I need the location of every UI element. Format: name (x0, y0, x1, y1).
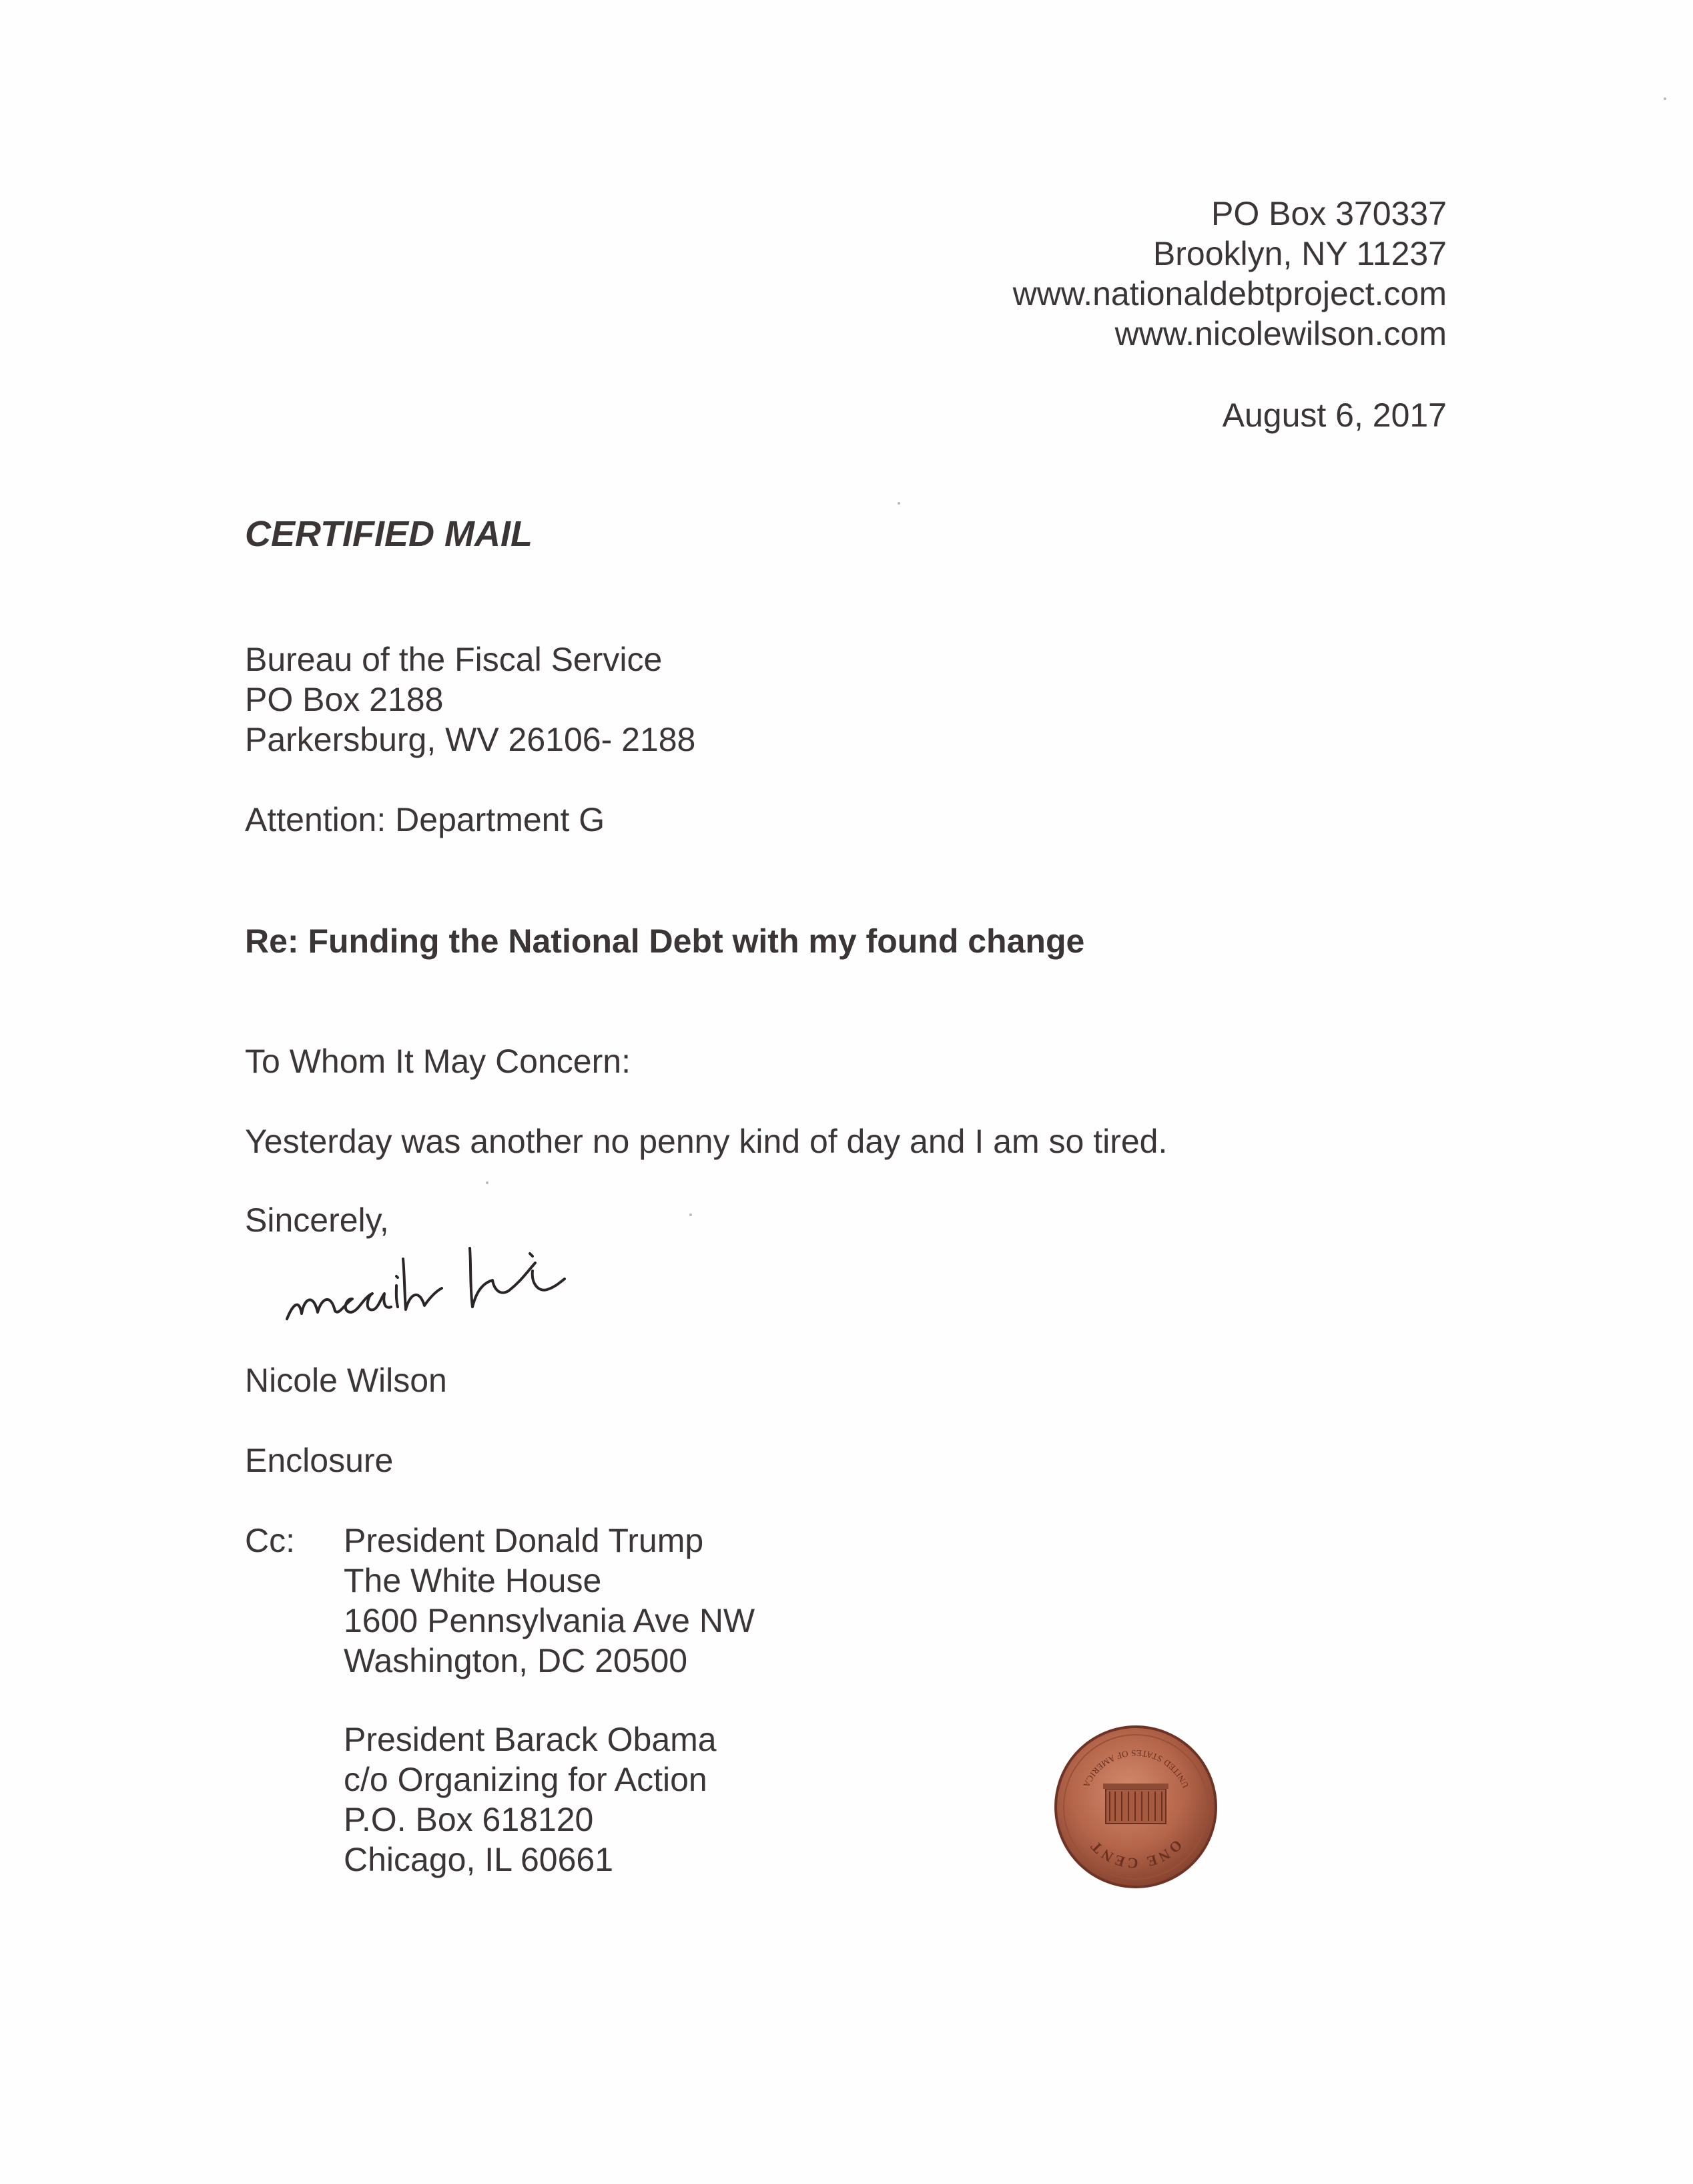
signer-name: Nicole Wilson (245, 1362, 447, 1399)
paper-speck (689, 1213, 692, 1216)
cc-recipient-line: P.O. Box 618120 (344, 1801, 594, 1838)
handwritten-signature (279, 1219, 613, 1339)
attention-line: Attention: Department G (245, 801, 605, 838)
cc-recipient-line: The White House (344, 1562, 602, 1599)
salutation: To Whom It May Concern: (245, 1043, 631, 1080)
sender-address (1013, 194, 1447, 354)
sender-po-box: PO Box 370337 (1211, 195, 1447, 232)
sender-city: Brooklyn, NY 11237 (1152, 235, 1447, 272)
paper-speck (898, 502, 900, 505)
closing: Sincerely, (245, 1201, 389, 1239)
recipient-address (245, 639, 695, 760)
cc-recipient-line: 1600 Pennsylvania Ave NW (344, 1602, 755, 1639)
certified-mail-heading: CERTIFIED MAIL (245, 514, 533, 554)
recipient-city: Parkersburg, WV 26106- 2188 (245, 721, 696, 758)
subject-line: Re: Funding the National Debt with my found change (245, 922, 1085, 960)
cc-recipient-line: President Barack Obama (344, 1721, 717, 1758)
letter-body: Yesterday was another no penny kind of day and I am so tired. (245, 1123, 1168, 1160)
recipient-name: Bureau of the Fiscal Service (245, 641, 663, 678)
paper-speck (1664, 97, 1666, 100)
enclosure-note: Enclosure (245, 1442, 394, 1479)
sender-website-2: www.nicolewilson.com (1114, 315, 1447, 352)
cc-label: Cc: (245, 1522, 295, 1559)
letter-date: August 6, 2017 (1222, 396, 1447, 434)
cc-recipient-line: c/o Organizing for Action (344, 1761, 707, 1798)
sender-website-1: www.nationaldebtproject.com (1012, 275, 1447, 312)
recipient-po-box: PO Box 2188 (245, 681, 444, 718)
cc-recipient-obama (344, 1719, 717, 1880)
cc-recipient-line: Washington, DC 20500 (344, 1642, 688, 1679)
cc-recipient-line: Chicago, IL 60661 (344, 1841, 614, 1878)
paper-speck (486, 1181, 488, 1184)
penny-coin-image (1052, 1723, 1219, 1890)
cc-recipient-line: President Donald Trump (344, 1522, 704, 1559)
coin-text-top: ONE CENT (1086, 1836, 1186, 1872)
coin-text-bottom: UNITED STATES OF AMERICA (1080, 1747, 1191, 1790)
cc-recipient-trump (344, 1521, 755, 1681)
